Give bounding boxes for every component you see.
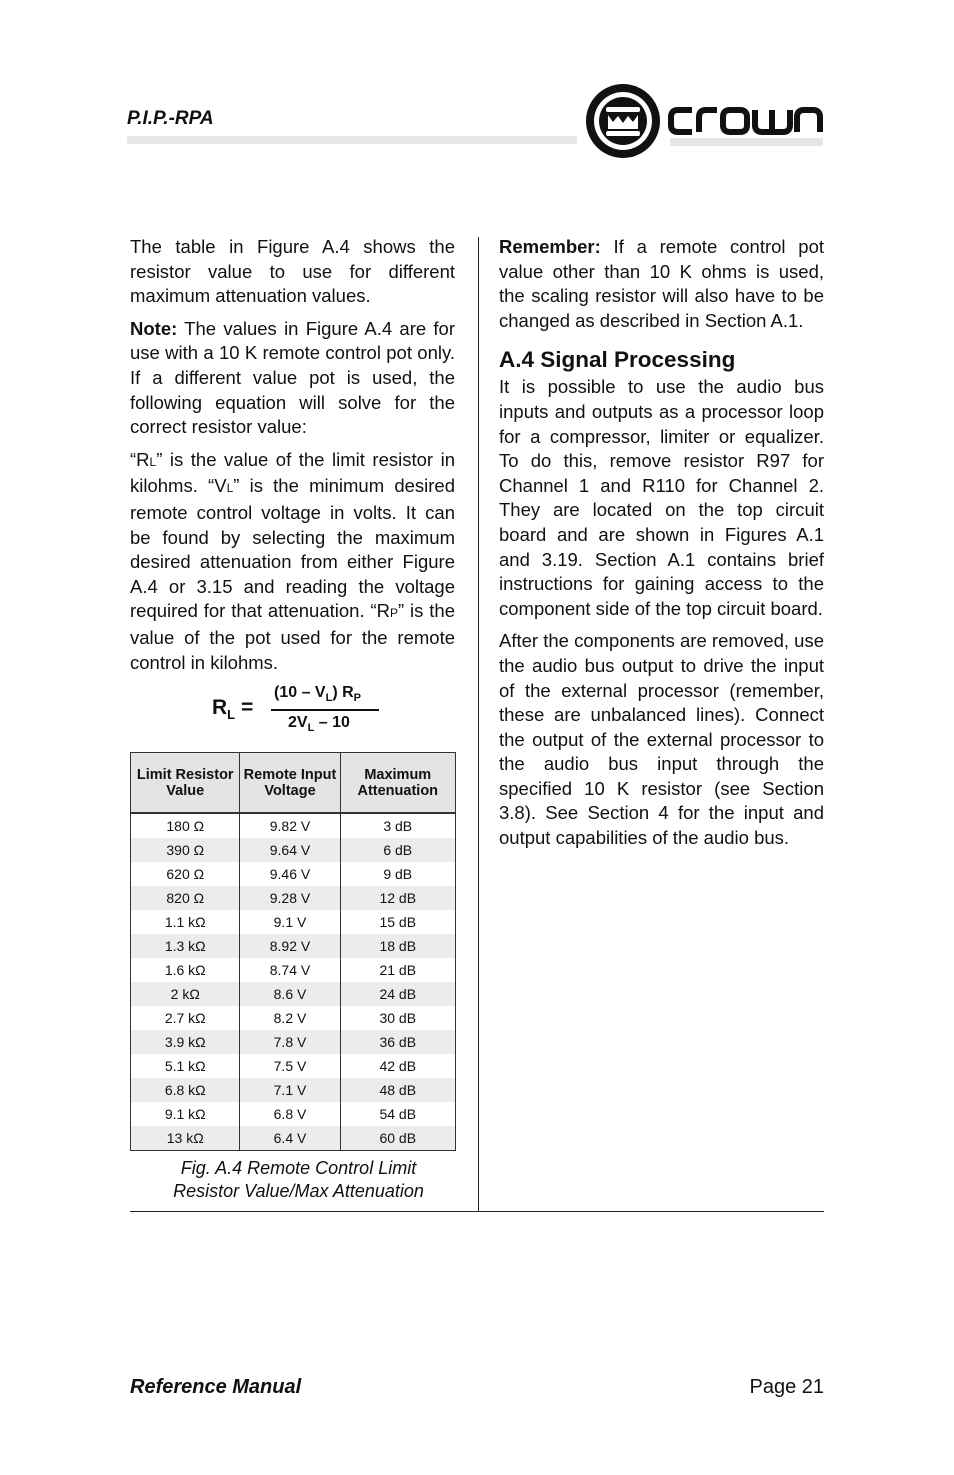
table-row — [131, 813, 456, 838]
cell-resistor: 2 kΩ — [131, 982, 240, 1006]
var-sub-3: P — [390, 606, 399, 621]
note-label: Note: — [130, 317, 178, 339]
cell-resistor: 6.8 kΩ — [131, 1078, 240, 1102]
remember-paragraph — [499, 235, 824, 333]
num-sub-2: P — [353, 692, 361, 705]
cell-attenuation: 54 dB — [340, 1102, 455, 1126]
remember-text: If a remote control pot value other than 10 K ohms is used, the scaling resistor will also have to be changed as described in Section A.1. — [499, 236, 824, 331]
cell-voltage: 6.8 V — [240, 1102, 340, 1126]
formula-lhs — [212, 696, 253, 722]
cell-resistor: 5.1 kΩ — [131, 1054, 240, 1078]
formula-eq: = — [235, 696, 254, 719]
table-row — [131, 1054, 456, 1078]
note-paragraph — [130, 317, 455, 440]
cell-voltage: 7.1 V — [240, 1078, 340, 1102]
cell-attenuation: 12 dB — [340, 886, 455, 910]
cell-resistor: 180 Ω — [131, 813, 240, 838]
note-text: The values in Figure A.4 are for use with a 10 K remote control pot only. If a different value pot is used, the following equation will solve for the correct resistor value: — [130, 317, 455, 438]
cell-attenuation: 24 dB — [340, 982, 455, 1006]
table-row — [131, 1102, 456, 1126]
num-part-a: (10 – V — [274, 684, 326, 701]
crown-logo — [584, 82, 826, 162]
table-row — [131, 982, 456, 1006]
cell-voltage: 6.4 V — [240, 1126, 340, 1151]
table-row — [131, 1078, 456, 1102]
header-limit-resistor: Limit Resistor Value — [131, 753, 240, 814]
table-row — [131, 1006, 456, 1030]
formula-denominator — [288, 714, 350, 734]
cell-voltage: 8.92 V — [240, 934, 340, 958]
cell-voltage: 7.8 V — [240, 1030, 340, 1054]
cell-resistor: 3.9 kΩ — [131, 1030, 240, 1054]
cell-resistor: 820 Ω — [131, 886, 240, 910]
header-rule-left — [127, 136, 577, 144]
table-row — [131, 862, 456, 886]
table-body — [131, 813, 456, 1151]
header-max-attenuation: Maximum Attenuation — [340, 753, 455, 814]
section-heading: A.4 Signal Processing — [499, 347, 736, 373]
table-row — [131, 958, 456, 982]
table-row — [131, 838, 456, 862]
cell-resistor: 1.1 kΩ — [131, 910, 240, 934]
header-title: P.I.P.-RPA — [127, 108, 214, 129]
cell-voltage: 9.82 V — [240, 813, 340, 838]
left-column — [130, 235, 455, 683]
after-removal-paragraph: After the components are removed, use the audio bus output to drive the input of the external processor (remember, these are unbalanced lines). Connect the output of the external processor to the audio bus input through the specified 10 K resistor (see Section 3.8). See Section 4 for the input and output capabilities of the audio bus. — [499, 630, 824, 849]
attenuation-table — [130, 752, 456, 1151]
var-text-1: “R — [130, 448, 150, 470]
page-number: Page 21 — [749, 1376, 824, 1398]
cell-attenuation: 18 dB — [340, 934, 455, 958]
cell-attenuation: 30 dB — [340, 1006, 455, 1030]
var-text-4: ” is the value of the pot used for the remote control in kilohms. — [130, 600, 455, 673]
cell-attenuation: 3 dB — [340, 813, 455, 838]
cell-resistor: 620 Ω — [131, 862, 240, 886]
fraction-line — [271, 709, 379, 711]
cell-resistor: 1.3 kΩ — [131, 934, 240, 958]
cell-resistor: 9.1 kΩ — [131, 1102, 240, 1126]
table-row — [131, 1126, 456, 1151]
cell-voltage: 9.1 V — [240, 910, 340, 934]
remember-label: Remember: — [499, 236, 601, 257]
figure-caption — [130, 1157, 467, 1203]
cell-voltage: 9.64 V — [240, 838, 340, 862]
var-sub-1: L — [149, 454, 157, 469]
var-sub-2: L — [226, 481, 234, 496]
den-part-b: – 10 — [314, 714, 350, 731]
num-sub-1: L — [325, 692, 333, 705]
den-part-a: 2V — [288, 714, 308, 731]
cell-resistor: 390 Ω — [131, 838, 240, 862]
cell-attenuation: 15 dB — [340, 910, 455, 934]
cell-resistor: 2.7 kΩ — [131, 1006, 240, 1030]
cell-voltage: 8.2 V — [240, 1006, 340, 1030]
intro-paragraph: The table in Figure A.4 shows the resistor value to use for different maximum attenuation values. — [130, 236, 455, 307]
table-row — [131, 1030, 456, 1054]
cell-resistor: 1.6 kΩ — [131, 958, 240, 982]
formula-lhs-r: R — [212, 696, 228, 719]
cell-voltage: 8.6 V — [240, 982, 340, 1006]
var-text-2: ” is the value of the limit resistor in kilohms. “V — [130, 448, 455, 497]
cell-resistor: 13 kΩ — [131, 1126, 240, 1151]
column-divider — [478, 237, 479, 1212]
resistor-formula — [130, 680, 455, 740]
signal-processing-paragraph: It is possible to use the audio bus inputs and outputs as a processor loop for a compressor, limiter or equalizer. To do this, remove resistor R97 for Channel 1 and R110 for Channel 2. They are located on the top circuit board and are shown in Figures A.1 and 3.19. Section A.1 contains brief instructions for gaining access to the component side of the top circuit board. — [499, 376, 824, 619]
formula-numerator — [274, 684, 361, 704]
cell-voltage: 7.5 V — [240, 1054, 340, 1078]
cell-attenuation: 42 dB — [340, 1054, 455, 1078]
right-column — [499, 235, 824, 859]
cell-attenuation: 9 dB — [340, 862, 455, 886]
cell-voltage: 9.46 V — [240, 862, 340, 886]
cell-attenuation: 48 dB — [340, 1078, 455, 1102]
table-row — [131, 886, 456, 910]
cell-voltage: 9.28 V — [240, 886, 340, 910]
num-part-b: ) R — [332, 684, 354, 701]
cell-attenuation: 21 dB — [340, 958, 455, 982]
var-text-3: ” is the minimum desired remote control voltage in volts. It can be found by selecting the maximum desired attenuation from either Figure A.4 or 3.15 and reading the voltage required for that attenuation. “R — [130, 475, 455, 622]
bottom-rule — [130, 1211, 824, 1212]
cell-attenuation: 60 dB — [340, 1126, 455, 1151]
cell-attenuation: 6 dB — [340, 838, 455, 862]
cell-attenuation: 36 dB — [340, 1030, 455, 1054]
caption-line-1: Fig. A.4 Remote Control Limit — [180, 1158, 417, 1178]
cell-voltage: 8.74 V — [240, 958, 340, 982]
header-remote-voltage: Remote Input Voltage — [240, 753, 340, 814]
footer-title: Reference Manual — [130, 1376, 302, 1398]
den-sub: L — [307, 722, 315, 735]
table-row — [131, 910, 456, 934]
table-header-row — [131, 753, 456, 814]
formula-lhs-sub: L — [227, 707, 236, 723]
variables-paragraph — [130, 448, 455, 675]
caption-line-2: Resistor Value/Max Attenuation — [173, 1181, 424, 1201]
table-row — [131, 934, 456, 958]
